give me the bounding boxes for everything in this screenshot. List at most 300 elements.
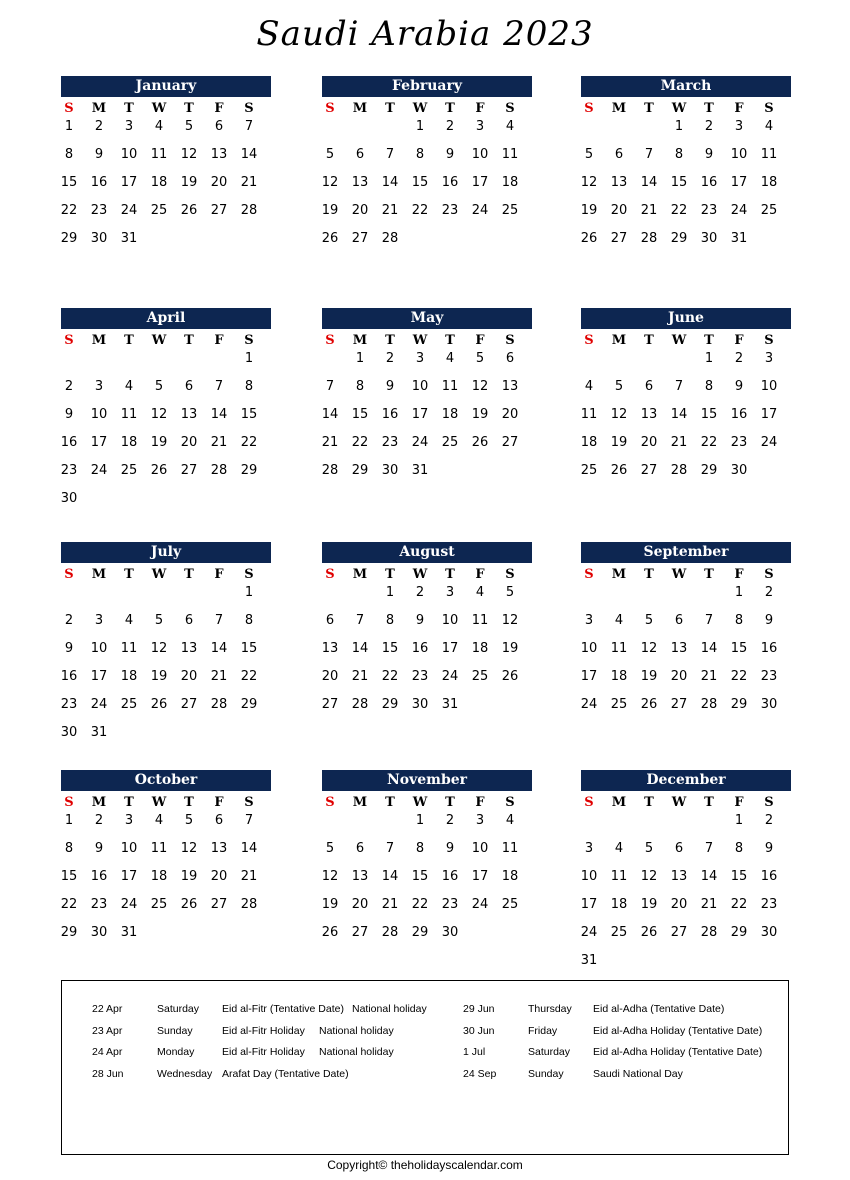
day-cell: 11: [610, 869, 628, 884]
day-cell: 3: [475, 119, 485, 134]
day-cell: 29: [60, 231, 78, 246]
weekday-label: T: [124, 332, 134, 348]
month-header: November: [322, 770, 532, 791]
day-cell: 6: [214, 119, 224, 134]
weekday-label: T: [644, 100, 654, 116]
holiday-day: Sunday: [528, 1067, 564, 1080]
weekday-label: S: [64, 100, 74, 116]
day-cell: 18: [441, 407, 459, 422]
weekday-label: T: [184, 794, 194, 810]
day-cell: 5: [644, 613, 654, 628]
day-cell: 2: [734, 351, 744, 366]
weekday-label: T: [124, 100, 134, 116]
weekday-label: T: [445, 794, 455, 810]
day-cell: 2: [704, 119, 714, 134]
day-cell: 21: [210, 435, 228, 450]
day-cell: 14: [700, 869, 718, 884]
day-cell: 26: [580, 231, 598, 246]
empty-cell: [664, 585, 694, 613]
day-cell: 2: [94, 119, 104, 134]
day-cell: 18: [610, 897, 628, 912]
day-cell: 25: [120, 463, 138, 478]
day-cell: 28: [321, 463, 339, 478]
day-cell: 5: [475, 351, 485, 366]
day-cell: 10: [580, 869, 598, 884]
weekday-label: M: [352, 332, 368, 348]
day-cell: 16: [60, 435, 78, 450]
day-cell: 25: [610, 925, 628, 940]
day-grid: [574, 813, 791, 981]
day-cell: 9: [64, 641, 74, 656]
day-cell: 21: [640, 203, 658, 218]
day-cell: 12: [640, 641, 658, 656]
weekday-label: W: [412, 566, 428, 582]
month-header: March: [581, 76, 791, 97]
weekday-label: F: [475, 100, 485, 116]
day-cell: 17: [90, 435, 108, 450]
holiday-name: Arafat Day (Tentative Date): [222, 1067, 349, 1080]
day-cell: 25: [471, 669, 489, 684]
day-cell: 17: [90, 669, 108, 684]
holiday-name: Eid al-Adha Holiday (Tentative Date): [593, 1024, 763, 1037]
weekday-label: T: [184, 566, 194, 582]
day-cell: 24: [120, 203, 138, 218]
weekday-label: F: [734, 566, 744, 582]
day-cell: 1: [355, 351, 365, 366]
day-cell: 23: [90, 203, 108, 218]
month-header: August: [322, 542, 532, 563]
weekday-label: W: [412, 794, 428, 810]
day-cell: 20: [670, 669, 688, 684]
day-cell: 7: [214, 379, 224, 394]
day-cell: 10: [441, 613, 459, 628]
empty-cell: [375, 119, 405, 147]
month-header: January: [61, 76, 271, 97]
day-cell: 1: [244, 351, 254, 366]
day-cell: 31: [120, 231, 138, 246]
weekday-header-row: [574, 791, 791, 813]
day-cell: 24: [411, 435, 429, 450]
holiday-name: Eid al-Fitr Holiday: [222, 1046, 305, 1058]
weekday-label: S: [764, 794, 774, 810]
day-cell: 4: [154, 119, 164, 134]
day-cell: 13: [640, 407, 658, 422]
weekday-label: S: [505, 332, 515, 348]
day-cell: 20: [640, 435, 658, 450]
day-cell: 10: [471, 841, 489, 856]
day-cell: 10: [411, 379, 429, 394]
day-cell: 21: [210, 669, 228, 684]
day-cell: 24: [120, 897, 138, 912]
day-cell: 14: [670, 407, 688, 422]
day-cell: 19: [580, 203, 598, 218]
day-cell: 2: [445, 119, 455, 134]
day-cell: 19: [321, 897, 339, 912]
empty-cell: [54, 351, 84, 379]
day-cell: 6: [614, 147, 624, 162]
day-cell: 31: [411, 463, 429, 478]
day-cell: 31: [730, 231, 748, 246]
day-cell: 23: [730, 435, 748, 450]
day-cell: 22: [240, 435, 258, 450]
weekday-header-row: [54, 97, 271, 119]
day-cell: 6: [184, 613, 194, 628]
month-header: April: [61, 308, 271, 329]
day-cell: 29: [351, 463, 369, 478]
day-cell: 14: [321, 407, 339, 422]
day-cell: 14: [210, 641, 228, 656]
day-grid: [574, 351, 791, 491]
day-cell: 16: [381, 407, 399, 422]
day-cell: 28: [210, 697, 228, 712]
weekday-label: S: [584, 100, 594, 116]
day-cell: 22: [351, 435, 369, 450]
weekday-label: S: [325, 566, 335, 582]
day-cell: 17: [580, 897, 598, 912]
weekday-label: W: [151, 100, 167, 116]
weekday-label: M: [91, 794, 107, 810]
day-cell: 10: [120, 841, 138, 856]
day-cell: 26: [471, 435, 489, 450]
holiday-type: National holiday: [352, 1003, 427, 1015]
day-cell: 21: [240, 869, 258, 884]
month-header: February: [322, 76, 532, 97]
weekday-label: M: [352, 566, 368, 582]
day-cell: 12: [610, 407, 628, 422]
day-cell: 20: [610, 203, 628, 218]
day-cell: 24: [90, 697, 108, 712]
day-cell: 22: [670, 203, 688, 218]
day-cell: 12: [640, 869, 658, 884]
holiday-name: Eid al-Fitr (Tentative Date): [222, 1003, 344, 1015]
day-cell: 17: [580, 669, 598, 684]
day-cell: 7: [385, 841, 395, 856]
day-cell: 3: [764, 351, 774, 366]
day-cell: 28: [700, 697, 718, 712]
weekday-header-row: [315, 97, 532, 119]
day-cell: 27: [670, 925, 688, 940]
day-cell: 15: [411, 869, 429, 884]
day-cell: 9: [764, 841, 774, 856]
weekday-label: S: [764, 332, 774, 348]
empty-cell: [174, 585, 204, 613]
day-cell: 1: [734, 585, 744, 600]
day-cell: 20: [180, 669, 198, 684]
day-grid: [315, 119, 532, 259]
day-cell: 15: [411, 175, 429, 190]
day-cell: 19: [150, 435, 168, 450]
day-cell: 23: [90, 897, 108, 912]
empty-cell: [84, 351, 114, 379]
weekday-header-row: [574, 329, 791, 351]
day-cell: 13: [321, 641, 339, 656]
day-cell: 15: [730, 869, 748, 884]
empty-cell: [315, 813, 345, 841]
day-cell: 9: [64, 407, 74, 422]
day-cell: 23: [441, 897, 459, 912]
day-cell: 18: [150, 175, 168, 190]
day-cell: 26: [640, 697, 658, 712]
month-header: October: [61, 770, 271, 791]
day-cell: 2: [415, 585, 425, 600]
day-cell: 24: [471, 897, 489, 912]
weekday-label: W: [151, 794, 167, 810]
day-cell: 8: [355, 379, 365, 394]
holiday-name: Eid al-Adha Holiday (Tentative Date): [593, 1046, 763, 1058]
empty-cell: [204, 351, 234, 379]
weekday-label: S: [244, 566, 254, 582]
day-cell: 30: [411, 697, 429, 712]
day-cell: 12: [580, 175, 598, 190]
month-header: June: [581, 308, 791, 329]
day-cell: 9: [704, 147, 714, 162]
day-cell: 26: [640, 925, 658, 940]
day-cell: 11: [471, 613, 489, 628]
holiday-date: 1 Jul: [463, 1046, 486, 1058]
day-cell: 15: [60, 869, 78, 884]
day-cell: 3: [475, 813, 485, 828]
empty-cell: [114, 351, 144, 379]
day-cell: 30: [700, 231, 718, 246]
day-cell: 12: [321, 175, 339, 190]
weekday-label: T: [704, 332, 714, 348]
weekday-header-row: [54, 563, 271, 585]
day-cell: 14: [381, 175, 399, 190]
day-cell: 6: [355, 147, 365, 162]
day-cell: 26: [180, 897, 198, 912]
day-cell: 8: [64, 841, 74, 856]
weekday-label: F: [734, 100, 744, 116]
day-cell: 9: [445, 841, 455, 856]
day-cell: 13: [210, 841, 228, 856]
day-cell: 1: [415, 813, 425, 828]
day-cell: 4: [124, 613, 134, 628]
day-cell: 25: [441, 435, 459, 450]
weekday-label: S: [244, 332, 254, 348]
day-cell: 21: [381, 897, 399, 912]
day-cell: 15: [730, 641, 748, 656]
day-grid: [54, 119, 271, 259]
weekday-label: T: [385, 794, 395, 810]
day-cell: 21: [351, 669, 369, 684]
weekday-label: S: [505, 794, 515, 810]
day-cell: 27: [351, 231, 369, 246]
day-cell: 16: [700, 175, 718, 190]
day-cell: 25: [150, 203, 168, 218]
day-cell: 10: [580, 641, 598, 656]
day-cell: 17: [760, 407, 778, 422]
day-cell: 21: [240, 175, 258, 190]
day-cell: 17: [471, 175, 489, 190]
day-cell: 15: [670, 175, 688, 190]
day-cell: 1: [415, 119, 425, 134]
weekday-label: T: [385, 566, 395, 582]
day-cell: 18: [580, 435, 598, 450]
month-december: [581, 770, 791, 981]
day-cell: 28: [700, 925, 718, 940]
day-cell: 12: [180, 841, 198, 856]
day-cell: 1: [385, 585, 395, 600]
day-cell: 13: [180, 641, 198, 656]
weekday-label: T: [184, 100, 194, 116]
weekday-label: W: [671, 332, 687, 348]
day-cell: 29: [700, 463, 718, 478]
day-cell: 3: [94, 613, 104, 628]
day-cell: 19: [180, 869, 198, 884]
day-grid: [54, 585, 271, 753]
day-cell: 27: [180, 697, 198, 712]
day-cell: 20: [501, 407, 519, 422]
day-cell: 17: [730, 175, 748, 190]
day-cell: 17: [411, 407, 429, 422]
empty-cell: [315, 119, 345, 147]
weekday-header-row: [315, 329, 532, 351]
empty-cell: [694, 585, 724, 613]
day-cell: 6: [184, 379, 194, 394]
holiday-name: Eid al-Adha (Tentative Date): [593, 1003, 725, 1015]
day-cell: 18: [471, 641, 489, 656]
day-grid: [574, 585, 791, 725]
day-cell: 2: [445, 813, 455, 828]
day-grid: [54, 813, 271, 953]
day-cell: 8: [64, 147, 74, 162]
day-cell: 13: [351, 869, 369, 884]
day-cell: 4: [475, 585, 485, 600]
day-cell: 24: [580, 925, 598, 940]
weekday-label: T: [445, 100, 455, 116]
day-cell: 5: [154, 379, 164, 394]
day-cell: 7: [355, 613, 365, 628]
day-cell: 29: [670, 231, 688, 246]
day-cell: 30: [90, 925, 108, 940]
day-cell: 7: [704, 613, 714, 628]
day-cell: 28: [210, 463, 228, 478]
day-cell: 22: [411, 897, 429, 912]
day-cell: 25: [760, 203, 778, 218]
day-cell: 18: [501, 869, 519, 884]
day-cell: 23: [760, 669, 778, 684]
day-cell: 27: [321, 697, 339, 712]
holiday-name: Eid al-Fitr Holiday: [222, 1024, 305, 1037]
empty-cell: [604, 813, 634, 841]
day-cell: 29: [730, 697, 748, 712]
month-june: [581, 308, 791, 491]
empty-cell: [574, 351, 604, 379]
day-cell: 13: [610, 175, 628, 190]
month-april: [61, 308, 271, 519]
weekday-label: S: [584, 332, 594, 348]
weekday-header-row: [315, 791, 532, 813]
day-cell: 30: [441, 925, 459, 940]
day-cell: 20: [351, 203, 369, 218]
weekday-label: F: [734, 794, 744, 810]
day-cell: 3: [415, 351, 425, 366]
day-cell: 11: [120, 641, 138, 656]
day-cell: 25: [580, 463, 598, 478]
day-cell: 26: [150, 697, 168, 712]
day-cell: 4: [505, 813, 515, 828]
day-cell: 6: [505, 351, 515, 366]
weekday-label: T: [385, 100, 395, 116]
day-cell: 2: [764, 585, 774, 600]
day-cell: 10: [760, 379, 778, 394]
weekday-header-row: [54, 791, 271, 813]
day-cell: 7: [244, 813, 254, 828]
day-cell: 23: [760, 897, 778, 912]
day-cell: 11: [501, 841, 519, 856]
day-cell: 12: [150, 407, 168, 422]
weekday-label: T: [644, 332, 654, 348]
day-cell: 15: [351, 407, 369, 422]
day-cell: 2: [64, 379, 74, 394]
day-cell: 18: [120, 669, 138, 684]
holiday-date: 24 Sep: [463, 1067, 497, 1080]
day-cell: 20: [321, 669, 339, 684]
day-cell: 4: [445, 351, 455, 366]
day-cell: 14: [240, 841, 258, 856]
empty-cell: [634, 119, 664, 147]
day-cell: 18: [760, 175, 778, 190]
month-header: September: [581, 542, 791, 563]
weekday-label: W: [671, 794, 687, 810]
day-cell: 19: [610, 435, 628, 450]
day-cell: 5: [184, 813, 194, 828]
day-cell: 18: [610, 669, 628, 684]
holiday-day: Thursday: [528, 1003, 572, 1015]
copyright: Copyright© theholidayscalendar.com: [327, 1158, 523, 1172]
day-cell: 8: [244, 379, 254, 394]
day-cell: 16: [441, 175, 459, 190]
day-cell: 28: [240, 203, 258, 218]
day-cell: 27: [351, 925, 369, 940]
day-cell: 11: [150, 147, 168, 162]
day-cell: 26: [321, 925, 339, 940]
weekday-header-row: [574, 97, 791, 119]
empty-cell: [315, 585, 345, 613]
day-grid: [315, 585, 532, 725]
day-cell: 24: [760, 435, 778, 450]
weekday-label: S: [64, 332, 74, 348]
month-november: [322, 770, 532, 953]
day-cell: 1: [64, 813, 74, 828]
day-cell: 22: [60, 203, 78, 218]
day-cell: 13: [351, 175, 369, 190]
day-cell: 31: [90, 725, 108, 740]
day-cell: 23: [381, 435, 399, 450]
day-cell: 5: [614, 379, 624, 394]
day-cell: 25: [120, 697, 138, 712]
month-january: [61, 76, 271, 259]
day-cell: 20: [210, 869, 228, 884]
day-cell: 14: [700, 641, 718, 656]
day-cell: 29: [411, 925, 429, 940]
day-cell: 6: [325, 613, 335, 628]
weekday-label: F: [214, 566, 224, 582]
holiday-date: 23 Apr: [92, 1024, 123, 1037]
day-cell: 30: [60, 725, 78, 740]
day-cell: 12: [501, 613, 519, 628]
weekday-label: T: [385, 332, 395, 348]
day-cell: 3: [124, 119, 134, 134]
day-cell: 11: [610, 641, 628, 656]
month-header: May: [322, 308, 532, 329]
day-cell: 31: [441, 697, 459, 712]
day-cell: 29: [381, 697, 399, 712]
weekday-label: F: [475, 332, 485, 348]
day-cell: 28: [381, 231, 399, 246]
weekday-label: F: [214, 100, 224, 116]
day-cell: 28: [351, 697, 369, 712]
